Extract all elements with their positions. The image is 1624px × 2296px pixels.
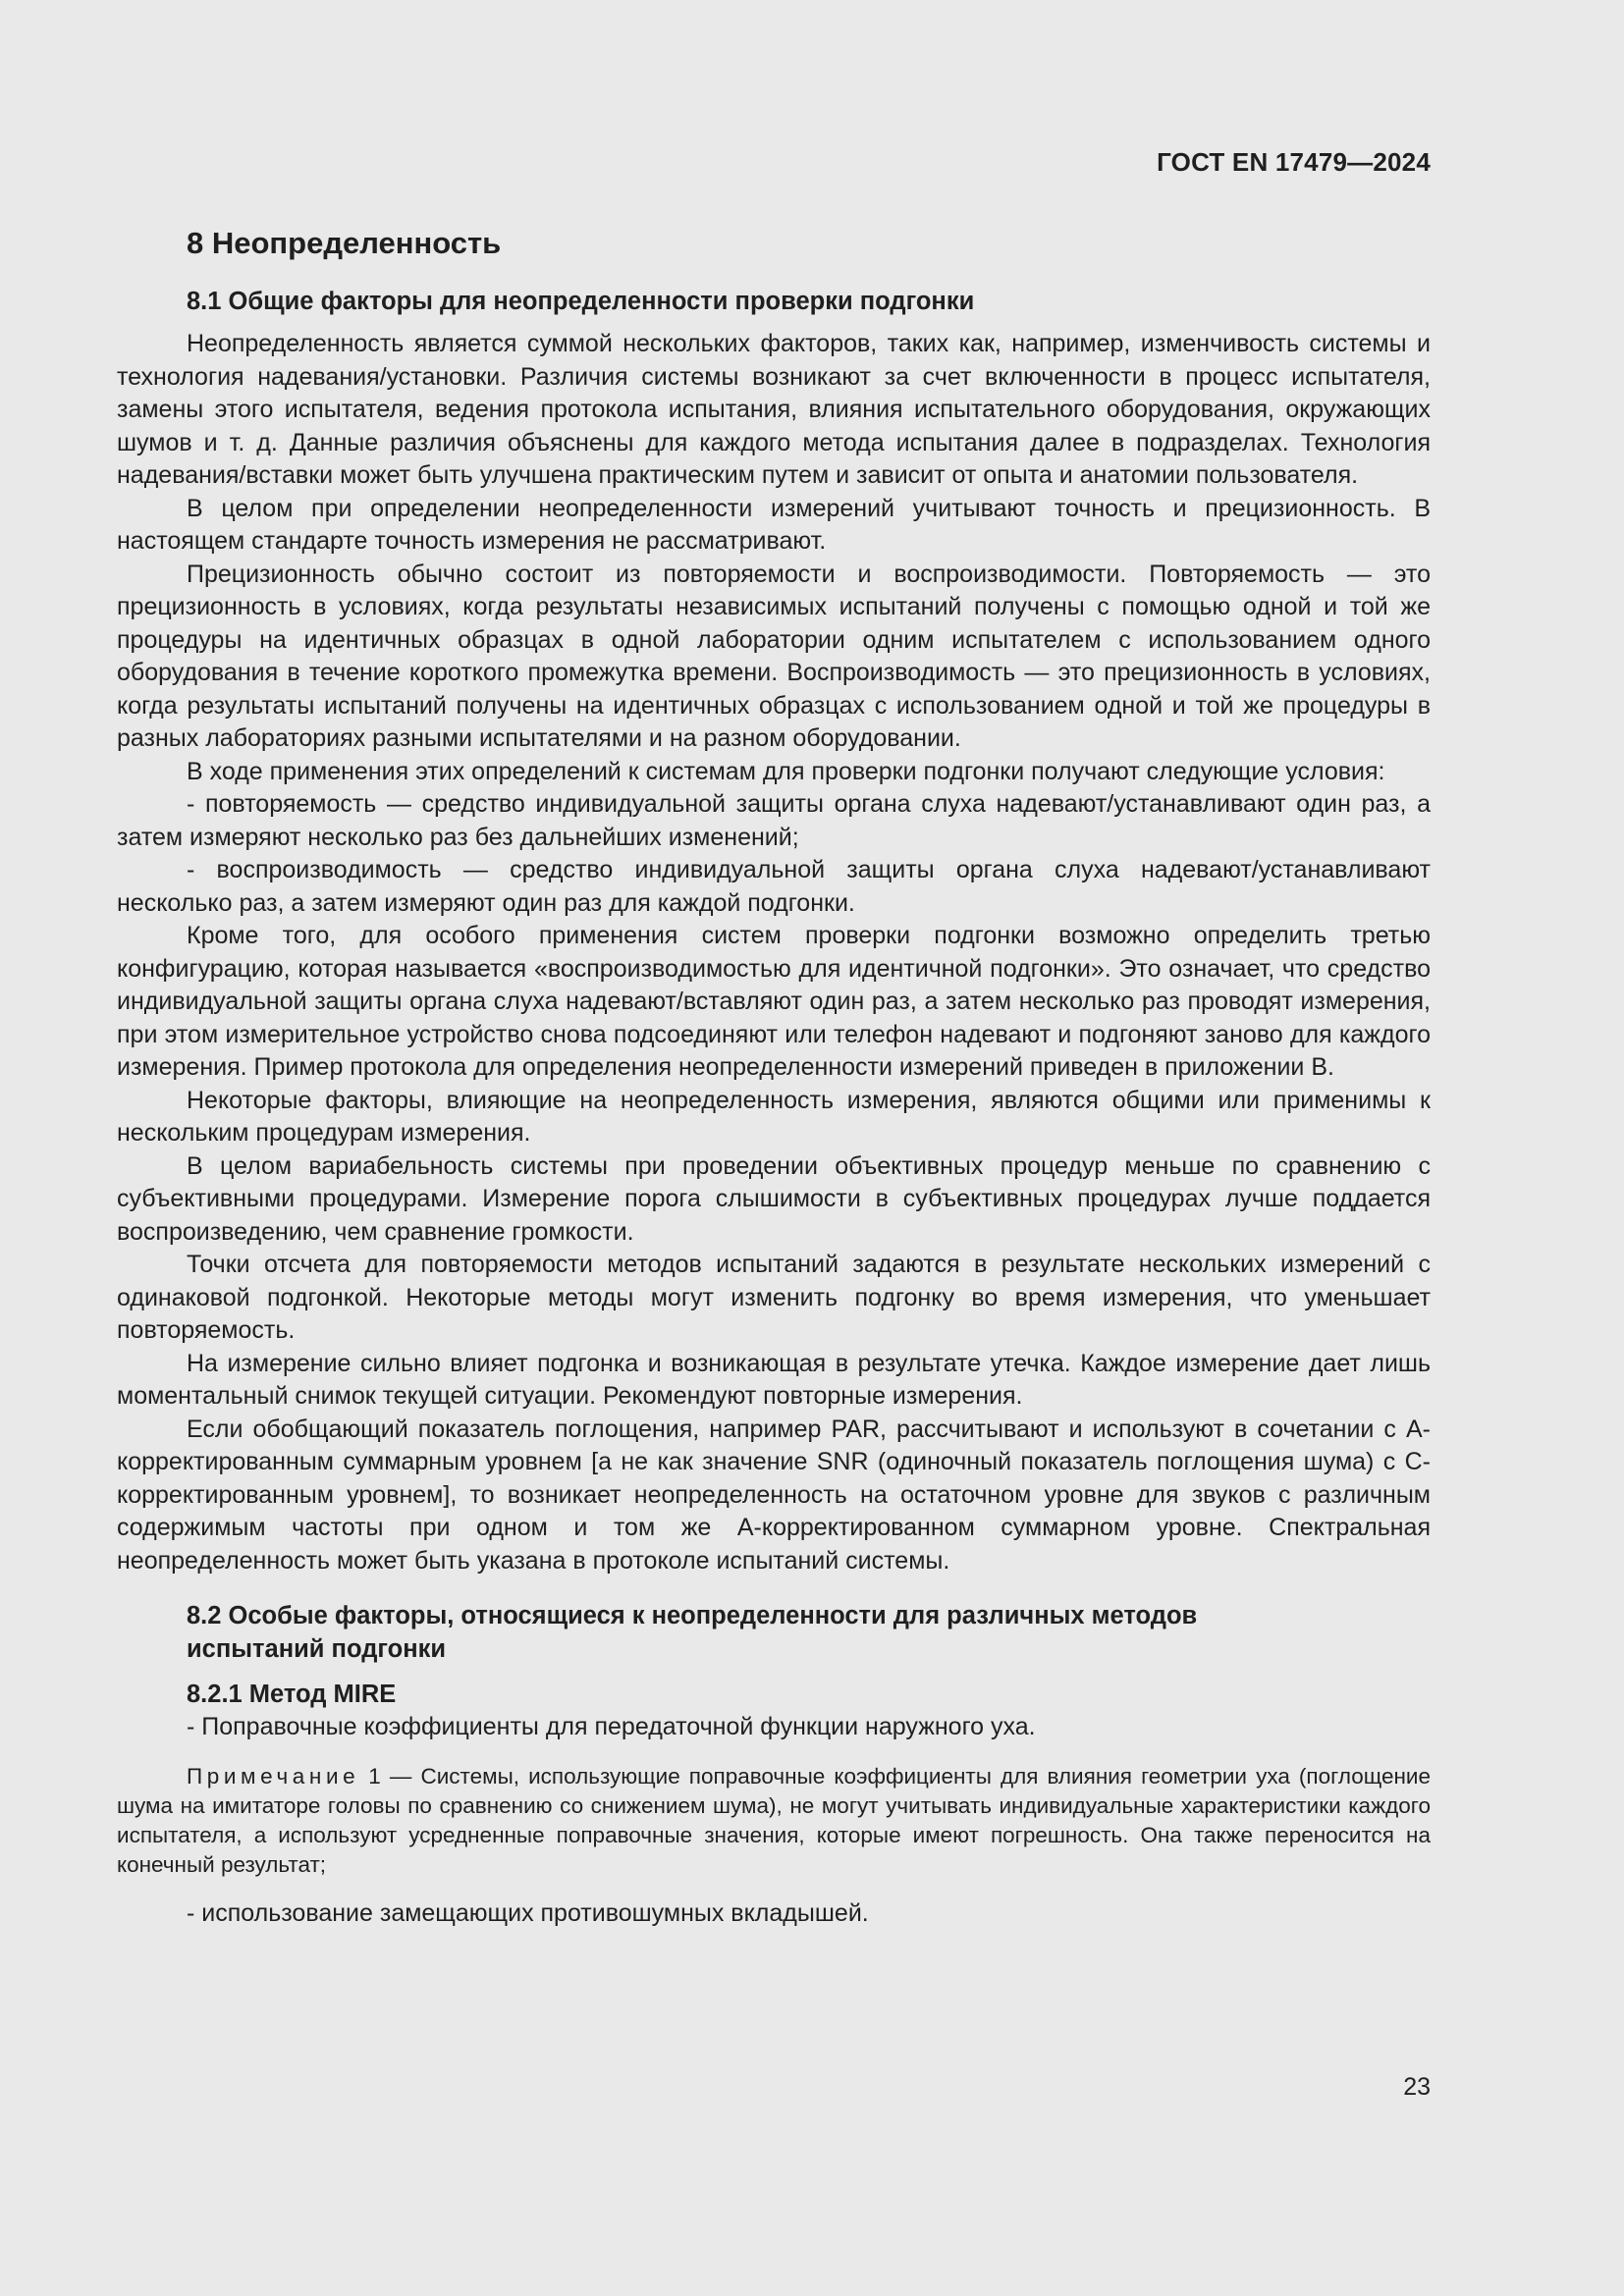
paragraph: Точки отсчета для повторяемости методов испытаний задаются в результате нескольких измерений с одинаковой подгонкой. Некоторые методы могут изменить подгонку во время измерения, что уменьшает повторяемость. bbox=[117, 1251, 1431, 1344]
note-text: 1 — Системы, использующие поправочные коэффициенты для влияния геометрии уха (поглощение шума на имитаторе головы по сравнению со снижением шума), не могут учитывать индивидуальные характеристики каждого испытателя, а используют усредненные поправочные значения, которые имеют погрешность. Она также переносится на конечный результат; bbox=[117, 1763, 1431, 1877]
note bbox=[117, 1762, 1431, 1880]
section-8-2-title-line2: испытаний подгонки bbox=[187, 1635, 447, 1663]
list-item: - воспроизводимость — средство индивидуальной защиты органа слуха надевают/устанавливают несколько раз, а затем измеряют один раз для каждой подгонки. bbox=[117, 856, 1431, 917]
section-8-2-1-title: 8.2.1 Метод MIRE bbox=[187, 1681, 397, 1708]
paragraph: Неопределенность является суммой нескольких факторов, таких как, например, изменчивость системы и технология надевания/установки. Различия системы возникают за счет включенности в процесс испытателя, замены этого испытателя, ведения протокола испытания, влияния испытательного оборудования, окружающих шумов и т. д. Данные различия объяснены для каждого метода испытания далее в подразделах. Технология надевания/вставки может быть улучшена практическим путем и зависит от опыта и анатомии пользователя. bbox=[117, 330, 1431, 489]
list-item: - использование замещающих противошумных вкладышей. bbox=[187, 1898, 869, 1927]
standard-code: ГОСТ EN 17479—2024 bbox=[1157, 147, 1431, 177]
page-number: 23 bbox=[1403, 2073, 1431, 2101]
paragraph: В целом при определении неопределенности измерений учитывают точность и прецизионность. В настоящем стандарте точность измерения не рассматривают. bbox=[117, 494, 1431, 555]
page-content bbox=[117, 218, 1431, 1930]
note-label: Примечание bbox=[187, 1763, 360, 1789]
section-8-2-title bbox=[187, 1599, 1431, 1666]
paragraph: В целом вариабельность системы при проведении объективных процедур меньше по сравнению с субъективными процедурами. Измерение порога слышимости в субъективных процедурах лучше поддается воспроизведению, чем сравнение громкости. bbox=[117, 1151, 1431, 1246]
paragraph: Прецизионность обычно состоит из повторяемости и воспроизводимости. Повторяемость — это прецизионность в условиях, когда результаты независимых испытаний получены с помощью одной и той же процедуры на идентичных образцах в одной лаборатории одним испытателем с использованием одного оборудования в течение короткого промежутка времени. Воспроизводимость — это прецизионность в условиях, когда результаты испытаний получены на идентичных образцах с использованием одной и той же процедуры в разных лабораториях разными испытателями и на разном оборудовании. bbox=[117, 560, 1431, 752]
list-item: - повторяемость — средство индивидуальной защиты органа слуха надевают/устанавливают один раз, а затем измеряют несколько раз без дальнейших изменений; bbox=[117, 790, 1431, 851]
paragraph: Кроме того, для особого применения систем проверки подгонки возможно определить третью конфигурацию, которая называется «воспроизводимостью для идентичной подгонки». Это означает, что средство индивидуальной защиты органа слуха надевают/вставляют один раз, а затем несколько раз проводят измерения, при этом измерительное устройство снова подсоединяют или телефон надевают и подгоняют заново для каждого измерения. Пример протокола для определения неопределенности измерений приведен в приложении В. bbox=[117, 922, 1431, 1081]
list-item: - Поправочные коэффициенты для передаточной функции наружного уха. bbox=[187, 1713, 1036, 1740]
section-8-2-title-line1: 8.2 Особые факторы, относящиеся к неопределенности для различных методов bbox=[187, 1602, 1198, 1629]
section-8-title: 8 Неопределенность bbox=[187, 226, 502, 260]
section-8-1-title: 8.1 Общие факторы для неопределенности проверки подгонки bbox=[187, 288, 975, 315]
paragraph: Если обобщающий показатель поглощения, например PAR, рассчитывают и используют в сочетании с А-корректированным суммарным уровнем [а не как значение SNR (одиночный показатель поглощения шума) с С-корректированным уровнем], то возникает неопределенность на остаточном уровне для звуков с различным содержимым частоты при одном и том же А-корректированном суммарном уровне. Спектральная неопределенность может быть указана в протоколе испытаний системы. bbox=[117, 1415, 1431, 1575]
paragraph: На измерение сильно влияет подгонка и возникающая в результате утечка. Каждое измерение дает лишь моментальный снимок текущей ситуации. Рекомендуют повторные измерения. bbox=[117, 1349, 1431, 1410]
paragraph: Некоторые факторы, влияющие на неопределенность измерения, являются общими или применимы к нескольким процедурам измерения. bbox=[117, 1086, 1431, 1147]
paragraph: В ходе применения этих определений к системам для проверки подгонки получают следующие условия: bbox=[187, 757, 1385, 785]
